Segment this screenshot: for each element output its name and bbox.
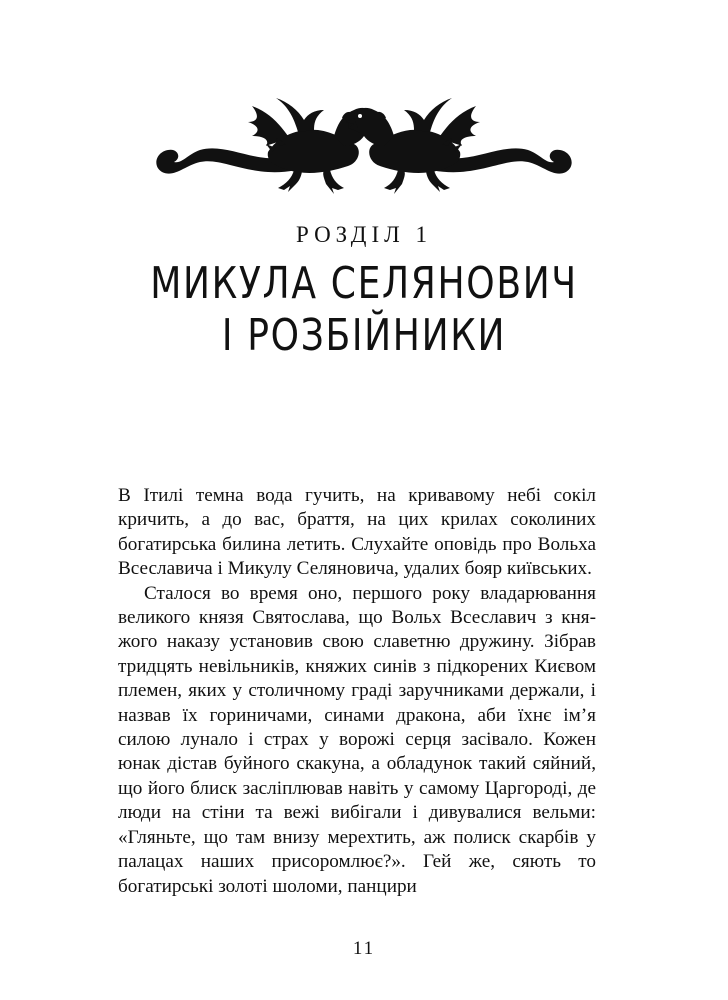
- chapter-label: РОЗДІЛ 1: [296, 222, 432, 247]
- chapter-title: [0, 258, 728, 362]
- paragraph: В Ітилі темна вода гучить, на кривавому небі сокіл кричить, а до вас, браття, на цих крилах соколиних богатирська билина летить. Слухайте оповідь про Вольха Всеславича і Микулу Селяновича, удалих бояр київських.: [118, 485, 596, 580]
- right-dragon-icon: [342, 98, 572, 194]
- twin-dragons-icon: [148, 92, 580, 198]
- chapter-title-line-2: І РОЗБІЙНИКИ: [221, 310, 507, 361]
- chapter-body: [118, 484, 596, 899]
- page-number: 11: [352, 938, 376, 959]
- paragraph: Сталося во время оно, першого року владарювання великого князя Святослава, що Вольх Всеславич з княжого наказу установив свою славетню дружину. Зібрав тридцять невільників, княжих синів з підкорених Києвом племен, яких у столичному граді заручниками держали, і назвав їх гориничами, синами дракона, аби їхнє ім’я силою лунало і страх у ворожі серця засівало. Кожен юнак дістав буйного скакуна, а обладунок такий сяйний, що його блиск засліплював навіть у самому Царгороді, де люди на стіни та вежі вибігали і дивувалися вельми: «Гляньте, що там внизу мерехтить, аж полиск скарбів у палацах наших присоромлює?». Гей же, сяють то богатирські золоті шоломи, панцири: [118, 582, 596, 897]
- chapter-title-line-1: МИКУЛА СЕЛЯНОВИЧ: [150, 258, 578, 309]
